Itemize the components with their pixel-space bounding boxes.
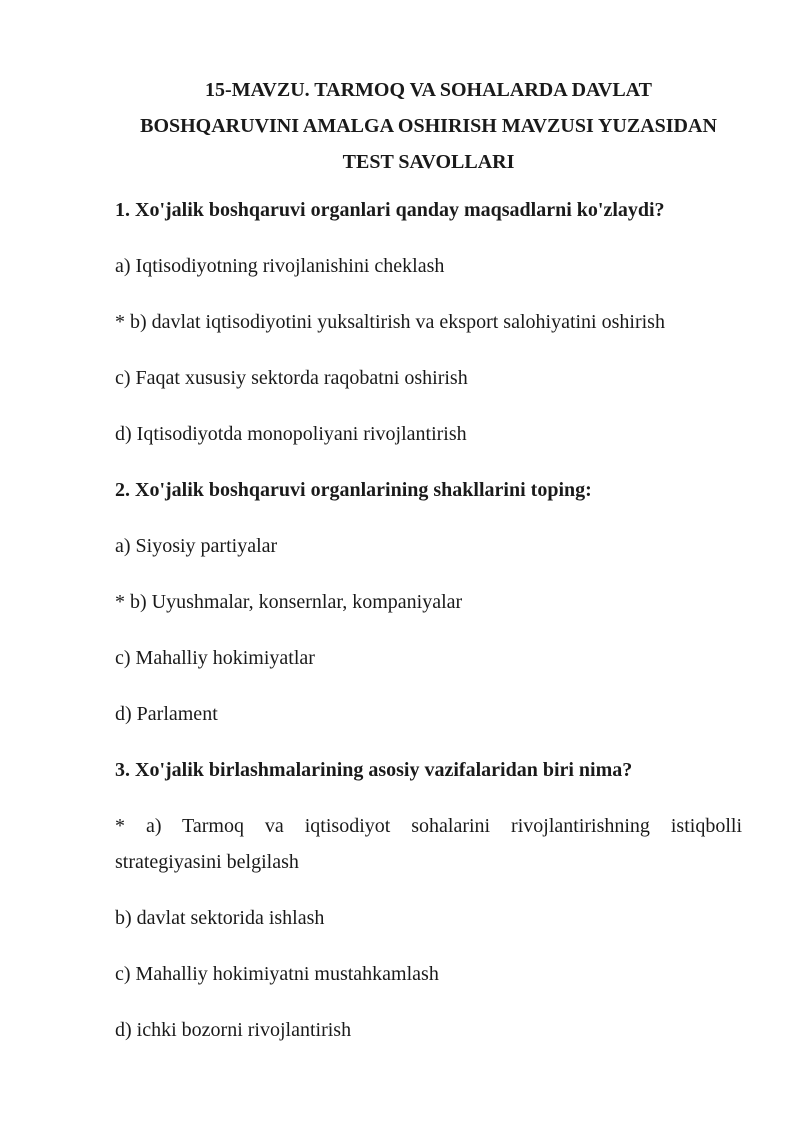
question-2-option-b-correct: * b) Uyushmalar, konsernlar, kompaniyalar	[115, 591, 463, 613]
question-3-option-b: b) davlat sektorida ishlash	[115, 907, 325, 929]
title-line: 15-MAVZU. TARMOQ VA SOHALARDA DAVLAT	[205, 79, 652, 101]
question-1-option-c: c) Faqat xususiy sektorda raqobatni oshirish	[115, 367, 468, 389]
title-line: BOSHQARUVINI AMALGA OSHIRISH MAVZUSI YUZASIDAN	[140, 115, 717, 137]
question-3: 3. Xo'jalik birlashmalarining asosiy vazifalaridan biri nima?	[115, 759, 633, 781]
option-line: strategiyasini belgilash	[115, 851, 299, 873]
title-line: TEST SAVOLLARI	[342, 151, 515, 173]
question-3-option-c: c) Mahalliy hokimiyatni mustahkamlash	[115, 963, 439, 985]
question-3-option-a-correct	[115, 808, 742, 880]
question-1-option-d: d) Iqtisodiyotda monopoliyani rivojlantirish	[115, 423, 467, 445]
question-1: 1. Xo'jalik boshqaruvi organlari qanday maqsadlarni ko'zlaydi?	[115, 199, 665, 221]
question-3-option-d: d) ichki bozorni rivojlantirish	[115, 1019, 352, 1041]
option-line: * a) Tarmoq va iqtisodiyot sohalarini rivojlantirishning istiqbolli	[115, 815, 742, 837]
question-1-option-b-correct: * b) davlat iqtisodiyotini yuksaltirish va eksport salohiyatini oshirish	[115, 311, 665, 333]
question-2: 2. Xo'jalik boshqaruvi organlarining shakllarini toping:	[115, 479, 592, 501]
document-title	[115, 72, 742, 180]
question-2-option-c: c) Mahalliy hokimiyatlar	[115, 647, 315, 669]
question-2-option-d: d) Parlament	[115, 703, 218, 725]
document-page	[115, 72, 742, 1068]
question-2-option-a: a) Siyosiy partiyalar	[115, 535, 278, 557]
question-1-option-a: a) Iqtisodiyotning rivojlanishini cheklash	[115, 255, 445, 277]
